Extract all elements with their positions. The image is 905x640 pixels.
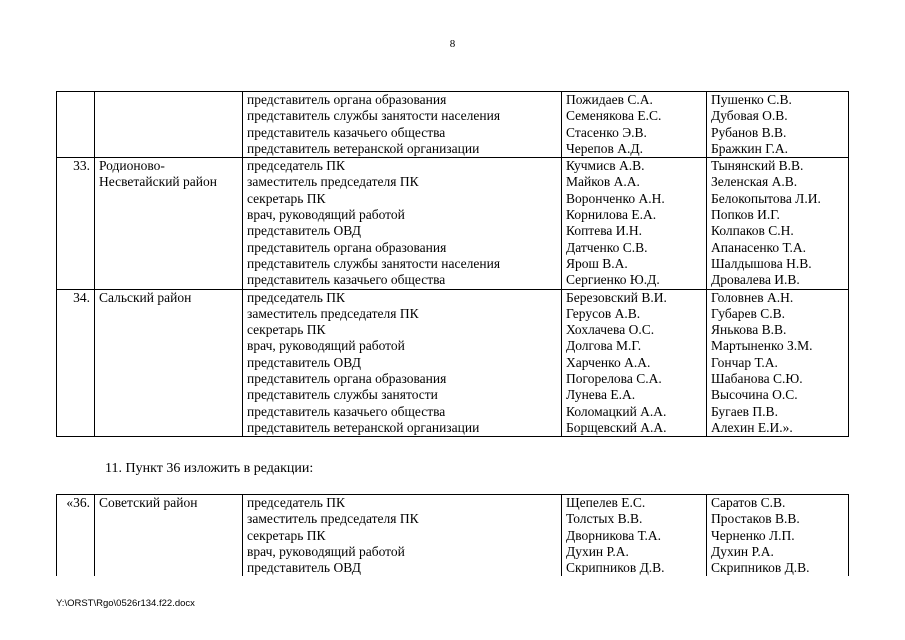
member-name: Долгова М.Г. bbox=[566, 338, 642, 354]
role: заместитель председателя ПК bbox=[247, 305, 419, 321]
table-row bbox=[57, 495, 849, 577]
deputies-cell bbox=[707, 158, 849, 289]
deputy-name: Дубовая О.В. bbox=[711, 108, 788, 124]
member-name: Черепов А.Д. bbox=[566, 140, 643, 156]
members-cell bbox=[562, 289, 707, 437]
member-name: Семенякова Е.С. bbox=[566, 108, 662, 124]
deputy-name: Шабанова С.Ю. bbox=[711, 371, 803, 387]
role: секретарь ПК bbox=[247, 527, 326, 543]
district-name: Сальский район bbox=[99, 289, 192, 305]
row-number bbox=[57, 92, 95, 158]
district-cell bbox=[95, 289, 243, 437]
role: представитель органа образования bbox=[247, 371, 447, 387]
role: заместитель председателя ПК bbox=[247, 174, 419, 190]
role: секретарь ПК bbox=[247, 190, 326, 206]
table-row bbox=[57, 92, 849, 158]
district-cell bbox=[95, 158, 243, 289]
member-name: Коптева И.Н. bbox=[566, 223, 643, 239]
roles-cell bbox=[243, 158, 562, 289]
role: представитель казачьего общества bbox=[247, 124, 446, 140]
member-name: Хохлачева О.С. bbox=[566, 322, 655, 338]
role: секретарь ПК bbox=[247, 322, 326, 338]
member-name: Пожидаев С.А. bbox=[566, 92, 653, 107]
deputy-name: Бражкин Г.А. bbox=[711, 140, 788, 156]
role: представитель ветеранской организации bbox=[247, 419, 480, 435]
roles-cell bbox=[243, 92, 562, 158]
role: представитель ОВД bbox=[247, 354, 361, 370]
member-name: Погорелова С.А. bbox=[566, 371, 662, 387]
role: представитель казачьего общества bbox=[247, 272, 446, 288]
deputy-name: Пушенко С.В. bbox=[711, 92, 792, 107]
member-name: Стасенко Э.В. bbox=[566, 124, 647, 140]
role: представитель службы занятости bbox=[247, 387, 438, 403]
deputies-cell bbox=[707, 495, 849, 577]
deputy-name: Скрипников Д.В. bbox=[711, 560, 810, 576]
member-name: Коломацкий А.А. bbox=[566, 403, 667, 419]
commission-table-amended bbox=[56, 494, 849, 576]
deputy-name: Головнев А.Н. bbox=[711, 289, 794, 305]
deputy-name: Рубанов В.В. bbox=[711, 124, 787, 140]
deputy-name: Высочина О.С. bbox=[711, 387, 798, 403]
row-number: 34. bbox=[57, 289, 95, 437]
deputy-name: Алехин Е.И.». bbox=[711, 419, 793, 435]
role: председатель ПК bbox=[247, 495, 346, 510]
member-name: Щепелев Е.С. bbox=[566, 495, 646, 510]
deputy-name: Апанасенко Т.А. bbox=[711, 239, 806, 255]
deputy-name: Дровалева И.В. bbox=[711, 272, 800, 288]
member-name: Герусов А.В. bbox=[566, 305, 641, 321]
role: председатель ПК bbox=[247, 289, 346, 305]
member-name: Сергиенко Ю.Д. bbox=[566, 272, 660, 288]
role: представитель казачьего общества bbox=[247, 403, 446, 419]
deputy-name: Бугаев П.В. bbox=[711, 403, 778, 419]
member-name: Ярош В.А. bbox=[566, 255, 628, 271]
role: заместитель председателя ПК bbox=[247, 511, 419, 527]
roles-cell bbox=[243, 495, 562, 577]
row-number: 33. bbox=[57, 158, 95, 289]
deputies-cell bbox=[707, 289, 849, 437]
row-number: «36. bbox=[57, 495, 95, 577]
member-name: Датченко С.В. bbox=[566, 239, 648, 255]
members-cell bbox=[562, 158, 707, 289]
commission-table bbox=[56, 91, 849, 437]
deputy-name: Тынянский В.В. bbox=[711, 158, 804, 174]
district-cell bbox=[95, 495, 243, 577]
member-name: Кучмисв А.В. bbox=[566, 158, 645, 174]
role: представитель органа образования bbox=[247, 239, 447, 255]
deputy-name: Гончар Т.А. bbox=[711, 354, 778, 370]
member-name: Духин Р.А. bbox=[566, 543, 629, 559]
table-row bbox=[57, 158, 849, 289]
deputy-name: Попков И.Г. bbox=[711, 207, 780, 223]
deputy-name: Саратов С.В. bbox=[711, 495, 786, 510]
role: представитель ветеранской организации bbox=[247, 140, 480, 156]
member-name: Дворникова Т.А. bbox=[566, 527, 662, 543]
member-name: Лунева Е.А. bbox=[566, 387, 636, 403]
amendment-paragraph: 11. Пункт 36 изложить в редакции: bbox=[105, 461, 314, 476]
deputy-name: Губарев С.В. bbox=[711, 305, 785, 321]
deputy-name: Зеленская А.В. bbox=[711, 174, 798, 190]
file-path-footer: Y:\ORST\Rgo\0526r134.f22.docx bbox=[56, 598, 195, 609]
district-name: Несветайский район bbox=[99, 174, 217, 190]
member-name: Корнилова Е.А. bbox=[566, 207, 657, 223]
roles-cell bbox=[243, 289, 562, 437]
district-name: Родионово- bbox=[99, 158, 165, 174]
member-name: Майков А.А. bbox=[566, 174, 640, 190]
member-name: Скрипников Д.В. bbox=[566, 560, 665, 576]
role: представитель ОВД bbox=[247, 223, 361, 239]
table-row bbox=[57, 289, 849, 437]
member-name: Толстых В.В. bbox=[566, 511, 643, 527]
role: представитель службы занятости населения bbox=[247, 255, 501, 271]
role: врач, руководящий работой bbox=[247, 338, 405, 354]
member-name: Борщевский А.А. bbox=[566, 419, 667, 435]
member-name: Харченко А.А. bbox=[566, 354, 651, 370]
members-cell bbox=[562, 92, 707, 158]
role: председатель ПК bbox=[247, 158, 346, 174]
deputy-name: Духин Р.А. bbox=[711, 543, 774, 559]
deputy-name: Белокопытова Л.И. bbox=[711, 190, 821, 206]
deputy-name: Колпаков С.Н. bbox=[711, 223, 794, 239]
deputy-name: Черненко Л.П. bbox=[711, 527, 795, 543]
members-cell bbox=[562, 495, 707, 577]
member-name: Воронченко А.Н. bbox=[566, 190, 665, 206]
role: врач, руководящий работой bbox=[247, 543, 405, 559]
role: представитель ОВД bbox=[247, 560, 361, 576]
member-name: Березовский В.И. bbox=[566, 289, 667, 305]
deputy-name: Янькова В.В. bbox=[711, 322, 787, 338]
page-number: 8 bbox=[449, 38, 456, 50]
district-name: Советский район bbox=[99, 495, 198, 510]
role: врач, руководящий работой bbox=[247, 207, 405, 223]
district-cell bbox=[95, 92, 243, 158]
deputy-name: Шалдышова Н.В. bbox=[711, 255, 812, 271]
deputies-cell bbox=[707, 92, 849, 158]
role: представитель службы занятости населения bbox=[247, 108, 501, 124]
role: представитель органа образования bbox=[247, 92, 447, 107]
deputy-name: Мартыненко З.М. bbox=[711, 338, 813, 354]
deputy-name: Простаков В.В. bbox=[711, 511, 800, 527]
